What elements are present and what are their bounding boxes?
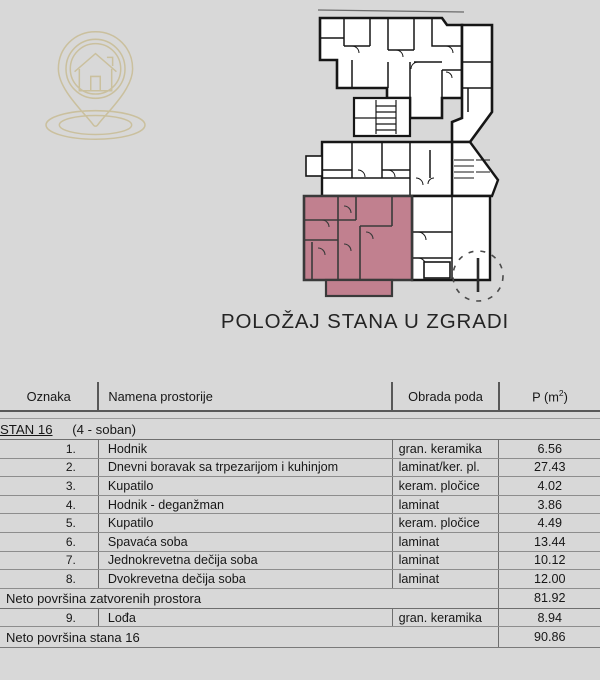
plan-middle-block [306,142,452,196]
total-label: Neto površina stana 16 [0,627,499,648]
row-number: 7. [0,551,98,570]
header-purpose: Namena prostorije [98,382,392,411]
row-area: 3.86 [499,495,600,514]
row-floor-finish: laminat [392,570,499,589]
row-floor-finish: laminat [392,495,499,514]
row-number: 1. [0,440,98,459]
total-area: 90.86 [499,627,600,648]
row-number: 5. [0,514,98,533]
apartment-group-row [0,419,600,440]
table-header-row [0,382,600,411]
table-row [0,458,600,477]
apartment-spec-table [0,382,600,648]
total-row [0,627,600,648]
subtotal-row [0,588,600,608]
header-mark: Oznaka [0,382,98,411]
row-floor-finish: laminat [392,532,499,551]
subtotal-area: 81.92 [499,588,600,608]
table-row [0,514,600,533]
highlighted-apartment [304,196,412,296]
table-row [0,551,600,570]
table-row [0,477,600,496]
row-area: 10.12 [499,551,600,570]
row-purpose: Kupatilo [98,477,392,496]
row-number: 4. [0,495,98,514]
row-number: 3. [0,477,98,496]
row-number: 8. [0,570,98,589]
table-row [0,440,600,459]
row-area: 8.94 [499,608,600,627]
row-area: 27.43 [499,458,600,477]
row-area: 6.56 [499,440,600,459]
plan-title: POLOŽAJ STANA U ZGRADI [220,310,510,333]
header-area: P $(m^2)$ [499,382,600,411]
apartment-name: STAN 16 [0,421,53,437]
row-purpose: Dnevni boravak sa trpezarijom i kuhinjom [98,458,392,477]
row-area: 4.49 [499,514,600,533]
house-map-pin-logo [38,26,153,144]
row-floor-finish: keram. pločice [392,514,499,533]
table-row [0,532,600,551]
table-spacer-row [0,411,600,419]
row-purpose: Kupatilo [98,514,392,533]
row-purpose: Jednokrevetna dečija soba [98,551,392,570]
row-purpose: Spavaća soba [98,532,392,551]
building-floor-plan [292,0,542,310]
row-number: 6. [0,532,98,551]
row-purpose: Hodnik - deganžman [98,495,392,514]
row-purpose: Hodnik [98,440,392,459]
header-floor-finish: Obrada poda [392,382,499,411]
row-number: 9. [0,608,98,627]
table-row [0,570,600,589]
apartment-group-cell [0,419,600,440]
row-floor-finish: gran. keramika [392,608,499,627]
row-area: 13.44 [499,532,600,551]
table-body [0,440,600,648]
row-area: 12.00 [499,570,600,589]
row-floor-finish: laminat [392,551,499,570]
row-purpose: Lođa [98,608,392,627]
row-floor-finish: laminat/ker. pl. [392,458,499,477]
row-floor-finish: gran. keramika [392,440,499,459]
apartment-subtitle: (4 - soban) [72,421,136,437]
plan-core-stairs [354,98,410,136]
row-purpose: Dvokrevetna dečija soba [98,570,392,589]
row-area: 4.02 [499,477,600,496]
table-row [0,495,600,514]
apartment-spec-table-wrapper [0,382,600,648]
row-number: 2. [0,458,98,477]
spacer-cell [0,411,600,419]
row-floor-finish: keram. pločice [392,477,499,496]
table-row-loggia [0,608,600,627]
subtotal-label: Neto površina zatvorenih prostora [0,588,499,608]
